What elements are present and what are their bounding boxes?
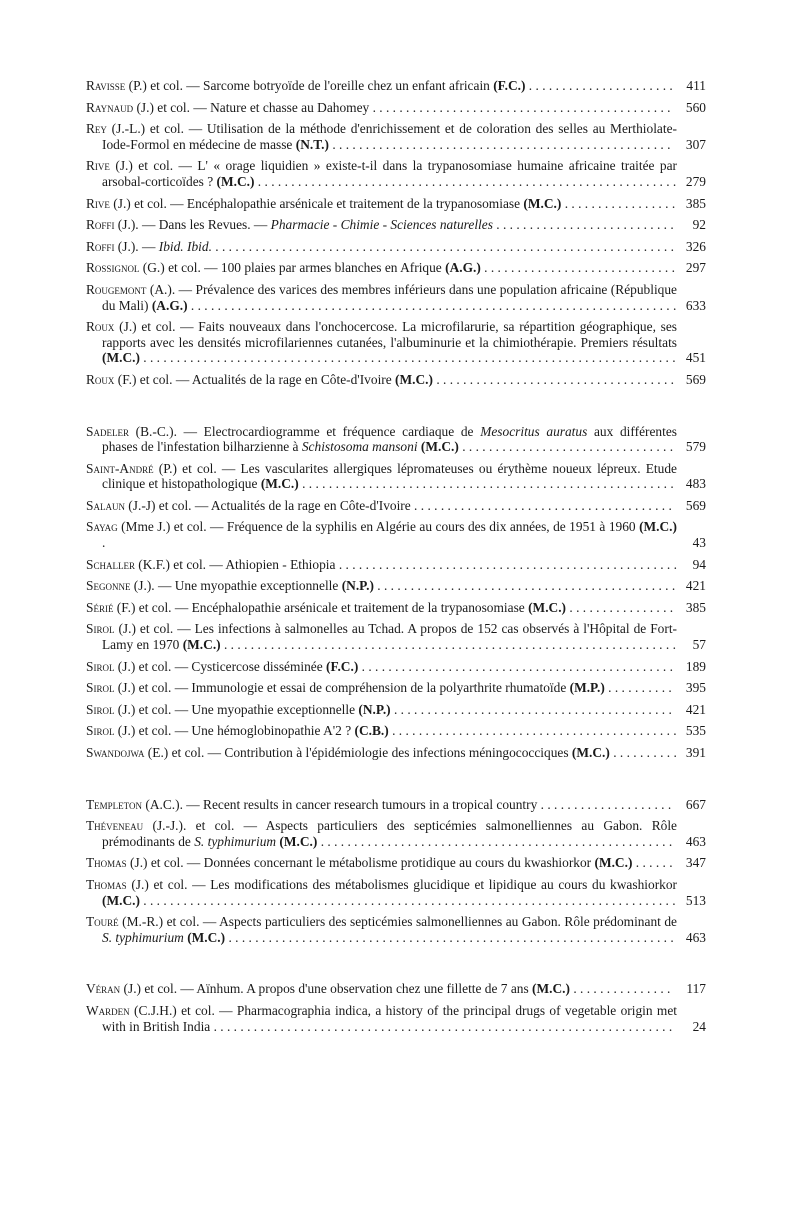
article-title: — Actualités de la rage en Côte-d'Ivoire: [191, 497, 411, 513]
article-type-tag: (M.C.): [279, 833, 318, 849]
author-surname: Templeton: [86, 796, 143, 812]
leader-dots: . . . . . . . . . . . . . . . . . . . . . . . . . . . . . . . . . . . . . . . . . . . . . . . . . . . . . . . . . . . . . . . . . . . .: [220, 637, 676, 653]
author-surname: Sayag: [86, 519, 118, 535]
author-initials: (F.) et col.: [113, 599, 172, 615]
article-title: — Pharmacographia indica, a history of the principal drugs of vegetable origin met with in British India: [102, 1002, 677, 1034]
index-entry: [86, 702, 706, 718]
page-number: 43: [692, 535, 706, 551]
article-type-tag: (M.C.): [260, 476, 299, 492]
article-title: — Prévalence des varices des membres inférieurs dans une population africaine (République du Mali): [102, 281, 677, 313]
author-initials: (J.) et col.: [114, 621, 174, 637]
page-number: 569: [685, 371, 706, 387]
author-surname: Sirol: [86, 658, 115, 674]
entry-text: [86, 158, 677, 189]
index-entry: [86, 461, 706, 492]
entry-text: [86, 519, 677, 550]
index-entry: [86, 372, 706, 388]
author-surname: Véran: [86, 981, 121, 997]
page-number: 92: [692, 217, 706, 233]
article-type-tag: (A.G.): [445, 260, 481, 276]
author-initials: (K.F.) et col.: [134, 556, 207, 572]
leader-dots: . . . . . . . . . . . . . . . . . . . . . . . . . . . . . . . . . . . . . . . . . . . . . . . . . . . . . . . . . . . . . . . . . . . . . . . . . . . . . . . .: [139, 350, 676, 366]
entry-text: [86, 498, 677, 514]
index-entry: [86, 745, 706, 761]
article-type-tag: (N.P.): [358, 701, 391, 717]
author-initials: (C.J.H.) et col.: [129, 1002, 215, 1018]
entry-text: [86, 260, 677, 276]
author-surname: Sadeler: [86, 423, 129, 439]
article-type-tag: (M.C.): [102, 892, 140, 908]
author-initials: (J.) et col.: [114, 723, 172, 739]
page-number: 667: [685, 796, 706, 812]
index-entry: [86, 557, 706, 573]
author-surname: Théveneau: [86, 818, 144, 834]
article-type-tag: (M.C.): [571, 745, 610, 760]
article-type-tag: (C.B.): [354, 723, 389, 739]
article-title: — Cysticercose disséminée: [171, 658, 327, 674]
entry-text: [86, 282, 677, 313]
author-surname: Roffi: [86, 238, 115, 254]
author-surname: Sérié: [86, 599, 114, 615]
author-initials: (F.) et col.: [114, 371, 173, 387]
author-initials: (J.) et col.: [114, 658, 172, 674]
index-entry: [86, 78, 706, 94]
page-number: 395: [685, 680, 706, 696]
leader-dots: . . . . . . . . . . . . . . . . . . . . . . . . . . . . . . . . . . . . . . . . . . . . . . . . . . . . . . . . . . . . . . . . . . .: [225, 929, 674, 945]
author-surname: Schaller: [86, 556, 135, 572]
index-entry: [86, 797, 706, 813]
author-surname: Rive: [86, 195, 110, 211]
article-title: — Athiopien - Ethiopia: [206, 556, 336, 572]
index-entry: [86, 319, 706, 366]
author-surname: Rougemont: [86, 281, 147, 297]
author-initials: (J.-J) et col.: [124, 497, 192, 513]
article-title: — Aspects particuliers des septicémies salmonelliennes au Gabon. Rôle prédominant de S. typhimurium: [102, 914, 677, 945]
author-initials: (J.) et col.: [114, 319, 176, 335]
entry-text: [86, 621, 677, 652]
article-type-tag: (M.C.): [102, 350, 140, 366]
author-initials: (B.-C.).: [128, 423, 177, 439]
author-initials: (J.) et col.: [109, 158, 174, 174]
index-entry: [86, 680, 706, 696]
index-entry: [86, 158, 706, 189]
page-number: 385: [685, 599, 706, 615]
entry-text: [86, 100, 677, 116]
entry-text: [86, 121, 677, 152]
index-entry: [86, 723, 706, 739]
index-entry: [86, 121, 706, 152]
page-number: 117: [686, 981, 706, 997]
entry-text: [86, 461, 677, 492]
leader-dots: . . . . . . . . . . . . . . . . . . . . . . . . . . . . . . . .: [458, 439, 674, 455]
article-title: — Encéphalopathie arsénicale et traitement de la trypanosomiase: [166, 195, 524, 211]
index-entry: [86, 100, 706, 116]
article-title: — Sarcome botryoïde de l'oreille chez un enfant africain: [182, 78, 494, 93]
author-surname: Sirol: [86, 723, 115, 739]
author-initials: (E.) et col.: [144, 745, 205, 760]
index-entry: [86, 659, 706, 675]
page-number: 411: [686, 78, 706, 93]
author-surname: Roux: [86, 319, 115, 335]
entry-text: [86, 818, 677, 849]
entry-text: [86, 797, 677, 813]
leader-dots: . . . . . . . . . . . . . . . . . . . . . . . . . . . . . . . . . . . . . . . . . . . . .: [373, 578, 676, 594]
author-initials: (J.-L.) et col.: [106, 121, 184, 137]
article-type-tag: (A.G.): [151, 297, 188, 313]
author-surname: Roux: [86, 371, 115, 387]
index-entry: [86, 981, 706, 997]
index-entry: [86, 855, 706, 871]
page-number: 326: [685, 238, 706, 254]
leader-dots: . . . . . . . . . . . . . . . . . . . . . . . . . . . . . . . . . . . . . . . . . .: [390, 701, 672, 717]
article-title: — Dans les Revues. — Pharmacie - Chimie - Sciences naturelles: [138, 217, 493, 233]
leader-dots: . . . . . . . . . .: [609, 745, 677, 760]
index-entry: [86, 424, 706, 455]
entry-text: [86, 877, 677, 908]
page-number: 189: [685, 658, 706, 674]
article-title: — Une hémoglobinopathie A'2 ?: [171, 723, 355, 739]
index-group: [86, 78, 706, 388]
author-surname: Touré: [86, 914, 119, 930]
entry-text: [86, 319, 677, 366]
entry-text: [86, 659, 677, 675]
article-title: — Actualités de la rage en Côte-d'Ivoire: [172, 371, 396, 387]
author-surname: Salaun: [86, 497, 125, 513]
author-initials: (Mme J.) et col.: [117, 519, 207, 535]
leader-dots: . . . . . . . . . . . . . . . . . . . . . . . . . . . . . . . . . . . . . . .: [410, 497, 672, 513]
author-initials: (J.).: [114, 217, 139, 233]
entry-text: [86, 855, 677, 871]
page-number: 569: [685, 497, 706, 513]
leader-dots: . . . . . . . . . . . . . . . . . . . .: [537, 796, 672, 812]
page-number: 579: [685, 439, 706, 455]
entry-text: [86, 745, 677, 761]
index-group: [86, 424, 706, 761]
author-initials: (M.-R.) et col.: [118, 914, 200, 930]
author-initials: (A.C.).: [142, 796, 183, 812]
leader-dots: . . . . . . . . . . . . . . . . . . . . . . . . . . . . . . . . . . . . . . . . . . . . . . . . . . . . . . . . . . . . . . . . . . . . .: [211, 238, 674, 254]
author-surname: Segonne: [86, 578, 131, 594]
author-initials: (J.) et col.: [109, 195, 167, 211]
index-entry: [86, 217, 706, 233]
author-initials: (J.).: [130, 578, 155, 594]
author-surname: Thomas: [86, 855, 127, 871]
article-type-tag: (M.C.): [420, 439, 459, 455]
article-title: — Immunologie et essai de compréhension de la polyarthrite rhumatoïde: [171, 680, 570, 696]
leader-dots: . . . . . . . . . . . . . . . . . . . . . . . . . . . . . . . . . . . . . . . . . . . . . . . . . . . . . . . .: [298, 476, 674, 492]
article-title: — 100 plaies par armes blanches en Afrique: [200, 260, 446, 276]
entry-text: [86, 680, 677, 696]
group-separator: [86, 394, 706, 424]
article-title: — Encéphalopathie arsénicale et traitement de la trypanosomiase: [171, 599, 529, 615]
leader-dots: . . . . . . . . . . . . . . . . . . . . . . . . . . . . . . . . . . . . . . . . . . . . . . . . . . .: [335, 556, 677, 572]
leader-dots: . . . . . . . . . . . . . . . .: [566, 599, 674, 615]
page-number: 57: [692, 637, 706, 653]
entry-text: [86, 217, 677, 233]
index-entry: [86, 498, 706, 514]
leader-dots: . . . . . . . . . . . . . . . . . . . . . . . . . . . . . . . . . . . . . . . . . . . . . . . . . . . . . . . . . . . . . . . . . . . . . . . . .: [187, 297, 677, 313]
entry-text: [86, 1003, 677, 1034]
author-surname: Sirol: [86, 621, 115, 637]
article-title: — Données concernant le métabolisme protidique au cours du kwashiorkor: [183, 855, 595, 871]
author-surname: Saint-André: [86, 460, 154, 476]
author-initials: (P.) et col.: [153, 460, 217, 476]
page-number: 463: [685, 833, 706, 849]
entry-text: [86, 196, 677, 212]
index-group: [86, 981, 706, 1034]
page-number: 279: [685, 173, 706, 189]
page-number: 483: [685, 476, 706, 492]
article-title: — Aïnhum. A propos d'une observation chez une fillette de 7 ans: [177, 981, 533, 997]
author-initials: (J.).: [114, 238, 139, 254]
index-group: [86, 797, 706, 946]
article-type-tag: (M.C.): [523, 195, 562, 211]
leader-dots: . . . . . . . . . . . . . . . . . . . . . .: [525, 78, 673, 93]
entry-text: [86, 424, 677, 455]
index-entry: [86, 282, 706, 313]
leader-dots: . . . . . . . . . . . . . . . . . . . . . . . . . . . . . . . . . . . . . . . . . . . . . . . . . . . . .: [317, 833, 673, 849]
author-initials: (J.) et col.: [133, 99, 190, 115]
article-type-tag: (N.T.): [295, 136, 329, 152]
article-type-tag: (M.C.): [395, 371, 433, 387]
group-separator: [86, 951, 706, 981]
leader-dots: . . . . . . . . . . . . . . . . . . . . . . . . . . . . . . . . . . . . . . . . . . . . . . . . . . .: [328, 136, 671, 152]
entry-text: [86, 702, 677, 718]
leader-dots: . . . . . . . . . . . . . . . . . . . . . . . . . . . . .: [480, 260, 675, 276]
page-number: 463: [685, 929, 706, 945]
entry-text: [86, 557, 677, 573]
article-title: — Ibid. Ibid.: [138, 238, 212, 254]
article-title: — Aspects particuliers des septicémies salmonelliennes au Gabon. Rôle prémodinants de S. typhimurium: [102, 818, 677, 849]
article-title: — Recent results in cancer research tumours in a tropical country: [182, 796, 538, 812]
author-surname: Roffi: [86, 217, 115, 233]
article-title: — Une myopathie exceptionnelle: [154, 578, 342, 594]
article-type-tag: (M.C.): [528, 599, 567, 615]
page-number: 421: [685, 701, 706, 717]
article-type-tag: (M.C.): [187, 929, 226, 945]
article-type-tag: (M.C.): [532, 981, 570, 997]
page-number: 385: [685, 195, 706, 211]
page-number: 560: [685, 99, 706, 115]
page-number: 633: [685, 297, 706, 313]
leader-dots: . . . . . . . . . . . . . . . . . . . . . . . . . . . . . . . . . . . . . . . . . . .: [388, 723, 677, 739]
page-number: 24: [692, 1018, 706, 1034]
entry-text: [86, 723, 677, 739]
author-surname: Swandojwa: [86, 745, 145, 760]
author-surname: Raynaud: [86, 99, 134, 115]
leader-dots: . . . . . .: [632, 855, 673, 871]
index-entry: [86, 196, 706, 212]
entry-text: [86, 914, 677, 945]
author-initials: (P.) et col.: [125, 78, 183, 93]
page-number: 513: [685, 892, 706, 908]
group-separator: [86, 767, 706, 797]
leader-dots: . . . . . . . . . . . . . . . . . . . . . . . . . . . . . . . . . . . . . . . . . . . . .: [369, 99, 671, 115]
leader-dots: . . . . . . . . . . . . . . . . . . . . . . . . . . . . . . . . . . . . . . . . . . . . . . .: [358, 658, 673, 674]
author-surname: Sirol: [86, 680, 115, 696]
author-initials: (J.-J.). et col.: [143, 818, 235, 834]
index-list: [86, 78, 706, 1040]
author-initials: (J.) et col.: [126, 876, 188, 892]
leader-dots: . . . . . . . . . . . . . . . . .: [561, 195, 676, 211]
author-surname: Rossignol: [86, 260, 140, 276]
author-surname: Rey: [86, 121, 107, 137]
article-type-tag: (M.C.): [594, 855, 633, 871]
article-title: — Nature et chasse au Dahomey: [190, 99, 370, 115]
index-entry: [86, 519, 706, 550]
author-surname: Rive: [86, 158, 110, 174]
page-number: 307: [685, 136, 706, 152]
page-number: 347: [685, 855, 706, 871]
entry-text: [86, 78, 677, 94]
author-initials: (J.) et col.: [114, 701, 172, 717]
page-number: 421: [685, 578, 706, 594]
article-title: — Une myopathie exceptionnelle: [171, 701, 359, 717]
author-initials: (G.) et col.: [139, 260, 201, 276]
page-number: 451: [685, 350, 706, 366]
index-entry: [86, 621, 706, 652]
article-title: — Les vascularites allergiques lépromateuses ou érythème noueux lépreux. Etude clinique et histopathologique: [102, 460, 677, 492]
index-entry: [86, 914, 706, 945]
article-type-tag: (N.P.): [341, 578, 374, 594]
article-title: — Utilisation de la méthode d'enrichissement et de coloration des selles au Merthiolate-Iode-Formol en médecine de masse: [102, 121, 677, 152]
article-title: — L' « orage liquidien » existe-t-il dans la trypanosomiase humaine africaine traitée par arsobal-corticoïdes ?: [102, 158, 678, 189]
page-number: 391: [685, 745, 706, 760]
leader-dots: . . . . . . . . . . . . . . .: [569, 981, 671, 997]
index-entry: [86, 877, 706, 908]
entry-text: [86, 239, 677, 255]
author-surname: Ravisse: [86, 78, 126, 93]
page-number: 94: [692, 556, 706, 572]
author-surname: Sirol: [86, 701, 115, 717]
author-initials: (J.) et col.: [120, 981, 178, 997]
entry-text: [86, 600, 677, 616]
article-title: — Les modifications des métabolismes glucidique et lipidique au cours du kwashiorkor: [187, 876, 678, 892]
article-type-tag: (M.C.): [182, 637, 221, 653]
author-initials: (A.).: [146, 281, 176, 297]
leader-dots: . . . . . . . . . . . . . . . . . . . . . . . . . . . . . . . . . . . . . . . . . . . . . . . . . . . . . . . . . . . . . . .: [254, 173, 677, 189]
page-number: 535: [685, 723, 706, 739]
entry-text: [86, 372, 677, 388]
index-entry: [86, 1003, 706, 1034]
author-surname: Thomas: [86, 876, 127, 892]
author-initials: (J.) et col.: [114, 680, 172, 696]
leader-dots: . . . . . . . . . . . . . . . . . . . . . . . . . . . . . . . . . . . .: [432, 371, 675, 387]
index-entry: [86, 578, 706, 594]
entry-text: [86, 578, 677, 594]
article-type-tag: (M.C.): [639, 519, 677, 535]
leader-dots: . . . . . . . . . .: [604, 680, 672, 696]
article-type-tag: (F.C.): [326, 658, 359, 674]
article-type-tag: (M.P.): [569, 680, 605, 696]
index-entry: [86, 239, 706, 255]
entry-text: [86, 981, 677, 997]
leader-dots: . . . . . . . . . . . . . . . . . . . . . . . . . . .: [492, 217, 674, 233]
index-entry: [86, 260, 706, 276]
article-type-tag: (F.C.): [493, 78, 526, 93]
article-type-tag: (M.C.): [216, 173, 255, 189]
author-surname: Warden: [86, 1002, 130, 1018]
leader-dots: .: [102, 535, 106, 551]
article-title: — Les infections à salmonelles au Tchad. A propos de 152 cas observés à l'Hôpital de Fort-Lamy en 1970: [102, 621, 677, 653]
leader-dots: . . . . . . . . . . . . . . . . . . . . . . . . . . . . . . . . . . . . . . . . . . . . . . . . . . . . . . . . . . . . . . . . . . . . .: [210, 1018, 673, 1034]
article-title: — Fréquence de la syphilis en Algérie au cours des dix années, de 1951 à 1960: [206, 519, 640, 535]
leader-dots: . . . . . . . . . . . . . . . . . . . . . . . . . . . . . . . . . . . . . . . . . . . . . . . . . . . . . . . . . . . . . . . . . . . . . . . . . . . . . . . .: [139, 892, 676, 908]
index-entry: [86, 600, 706, 616]
article-title: — Contribution à l'épidémiologie des infections méningococciques: [204, 745, 572, 760]
page-number: 297: [685, 260, 706, 276]
index-entry: [86, 818, 706, 849]
author-initials: (J.) et col.: [126, 855, 184, 871]
article-title: — Faits nouveaux dans l'onchocercose. La microfilarurie, sa répartition géographique, ses rapports avec les densités microfilariennes cutanées, l'albuminurie et la chimiothérapie. Premiers résultats: [102, 319, 678, 350]
article-title: — Electrocardiogramme et fréquence cardiaque de Mesocritus auratus aux différentes phases de l'infestation bilharzienne à Schistosoma mansoni: [102, 423, 677, 455]
